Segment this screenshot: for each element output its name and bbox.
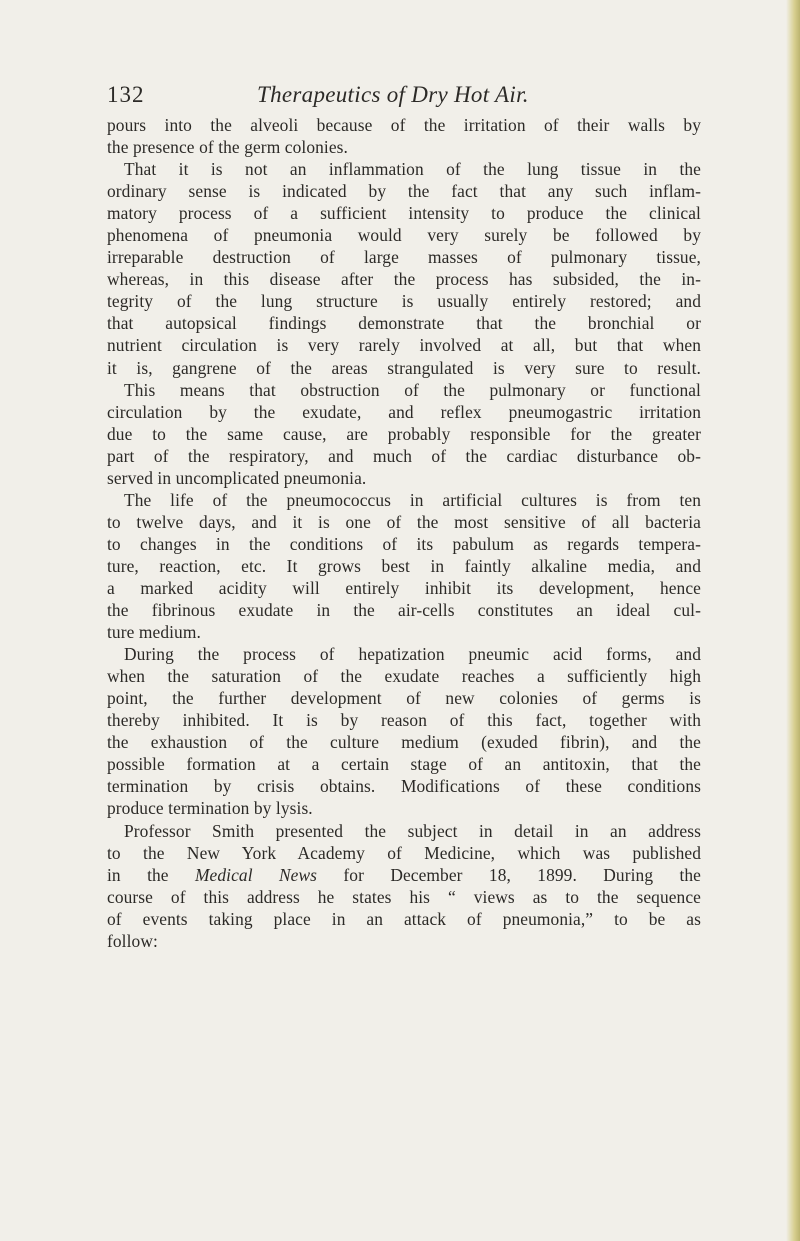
text-line: follow: (107, 930, 158, 951)
text-line: During the process of hepatization pneumic acid forms, and (124, 644, 701, 665)
text-line: to changes in the conditions of its pabulum as regards tempera- (107, 533, 701, 554)
page-number: 132 (107, 82, 145, 107)
text-line: ordinary sense is indicated by the fact that any such inflam- (107, 181, 701, 202)
text-line: circulation by the exudate, and reflex pneumogastric irritation (107, 401, 701, 422)
text-line: that autopsical findings demonstrate that the bronchial or (107, 313, 701, 334)
running-head (107, 82, 701, 112)
text-line: thereby inhibited. It is by reason of this fact, together with (107, 710, 701, 731)
text-line: point, the further development of new colonies of germs is (107, 688, 701, 709)
text-line: ture medium. (107, 622, 201, 643)
text-line: the fibrinous exudate in the air-cells constitutes an ideal cul- (107, 600, 701, 621)
text-line: to the New York Academy of Medicine, which was published (107, 842, 701, 863)
text-line: a marked acidity will entirely inhibit its development, hence (107, 577, 701, 598)
text-line: produce termination by lysis. (107, 798, 313, 819)
text-line: The life of the pneumococcus in artificial cultures is from ten (124, 489, 701, 510)
text-line: tegrity of the lung structure is usually entirely restored; and (107, 291, 701, 312)
text-line: irreparable destruction of large masses of pulmonary tissue, (107, 247, 701, 268)
text-line: nutrient circulation is very rarely involved at all, but that when (107, 335, 701, 356)
text-line: served in uncomplicated pneumonia. (107, 467, 367, 488)
text-line: pours into the alveoli because of the irritation of their walls by (107, 115, 701, 135)
text-line: of events taking place in an attack of pneumonia,” to be as (107, 908, 701, 929)
text-line: in the Medical News for December 18, 1899. During the (107, 864, 701, 885)
text-line: ture, reaction, etc. It grows best in faintly alkaline media, and (107, 555, 701, 576)
text-line: Professor Smith presented the subject in detail in an address (124, 820, 701, 841)
text-line: when the saturation of the exudate reaches a sufficiently high (107, 666, 701, 687)
text-line: course of this address he states his “ views as to the sequence (107, 886, 701, 907)
text-line: part of the respiratory, and much of the cardiac disturbance ob- (107, 445, 701, 466)
text-line: This means that obstruction of the pulmonary or functional (124, 379, 701, 400)
text-line: it is, gangrene of the areas strangulated is very sure to result. (107, 357, 701, 378)
text-line: to twelve days, and it is one of the most sensitive of all bacteria (107, 511, 701, 532)
text-line: matory process of a sufficient intensity to produce the clinical (107, 203, 701, 224)
text-line: the presence of the germ colonies. (107, 137, 348, 158)
text-line: possible formation at a certain stage of an antitoxin, that the (107, 754, 701, 775)
text-line: termination by crisis obtains. Modifications of these conditions (107, 776, 701, 797)
text-line: whereas, in this disease after the process has subsided, the in- (107, 269, 701, 290)
body-text (107, 114, 701, 952)
text-line: That it is not an inflammation of the lung tissue in the (124, 159, 701, 180)
running-title: Therapeutics of Dry Hot Air. (257, 82, 529, 107)
book-page (107, 82, 701, 952)
text-line: phenomena of pneumonia would very surely be followed by (107, 225, 701, 246)
italic-title: Medical News (194, 864, 318, 885)
text-line: the exhaustion of the culture medium (exuded fibrin), and the (107, 732, 701, 753)
page-edge-shading (786, 0, 800, 1241)
text-line: due to the same cause, are probably responsible for the greater (107, 423, 701, 444)
